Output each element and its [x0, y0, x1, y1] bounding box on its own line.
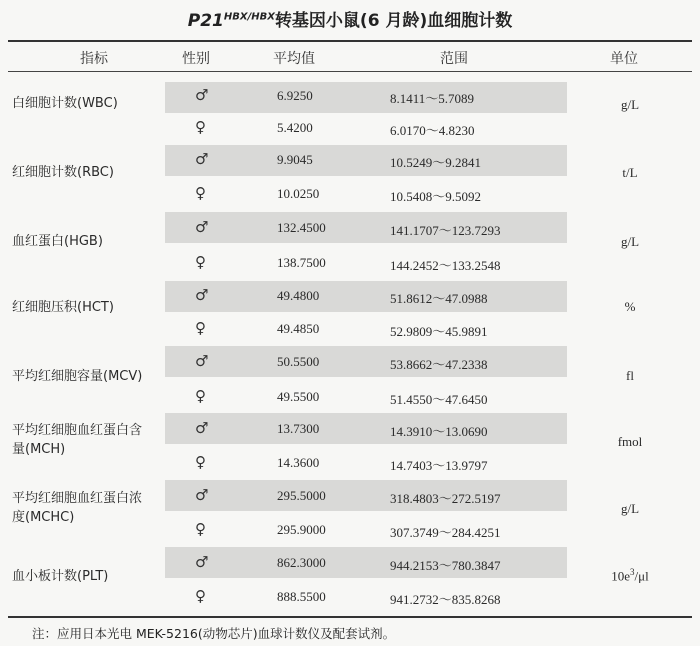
- genotype-superscript: HBX/HBX: [223, 11, 275, 23]
- female-symbol: ♀: [195, 520, 206, 538]
- male-symbol: ♂: [195, 553, 209, 571]
- indicator-label: 血红蛋白(HGB): [12, 234, 103, 249]
- unit-label: [570, 567, 690, 584]
- title-text: 转基因小鼠(6 月龄)血细胞计数: [274, 11, 513, 31]
- female-symbol: ♀: [195, 118, 206, 136]
- unit-label: %: [624, 299, 636, 314]
- row-shade: [165, 480, 567, 511]
- table-footnote: 注：应用日本光电 MEK-5216(动物芯片)血球计数仪及配套试剂。: [32, 626, 396, 641]
- range-value: 14.3910～13.0690: [390, 424, 488, 439]
- mean-value: 9.9045: [277, 152, 313, 167]
- male-symbol: ♂: [195, 218, 209, 236]
- indicator-label: 红细胞计数(RBC): [12, 165, 114, 180]
- female-symbol: ♀: [195, 184, 206, 202]
- range-value: 944.2153～780.3847: [390, 558, 501, 573]
- range-value: 307.3749～284.4251: [390, 525, 501, 540]
- range-value: 8.1411～5.7089: [390, 91, 475, 106]
- row-shade: [165, 82, 567, 113]
- mean-value: 5.4200: [277, 120, 313, 135]
- unit-tail: /μl: [634, 568, 649, 584]
- header-indicator: 指标: [80, 51, 108, 67]
- indicator-label-line1: 平均红细胞血红蛋白浓: [12, 491, 143, 506]
- unit-label: g/L: [620, 97, 640, 112]
- row-shade: [165, 212, 567, 243]
- male-symbol: ♂: [195, 86, 209, 104]
- range-value: 51.4550～47.6450: [390, 392, 488, 407]
- female-symbol: ♀: [195, 319, 206, 337]
- mean-value: 138.7500: [277, 255, 326, 270]
- mean-value: 49.4800: [277, 288, 320, 303]
- table-top-rule: [8, 40, 692, 42]
- header-unit: 单位: [610, 51, 638, 67]
- header-sex: 性别: [182, 51, 210, 67]
- mean-value: 14.3600: [277, 455, 320, 470]
- female-symbol: ♀: [195, 253, 206, 271]
- indicator-label: 平均红细胞容量(MCV): [12, 369, 143, 384]
- unit-label: g/L: [620, 501, 640, 516]
- mean-value: 13.7300: [277, 421, 320, 436]
- unit-base: 10e: [611, 568, 631, 584]
- male-symbol: ♂: [195, 486, 209, 504]
- table-bottom-rule: [8, 616, 692, 618]
- header-range: 范围: [440, 51, 468, 67]
- male-symbol: ♂: [195, 419, 209, 437]
- male-symbol: ♂: [195, 286, 209, 304]
- range-value: 14.7403～13.9797: [390, 458, 488, 473]
- range-value: 6.0170～4.8230: [390, 123, 475, 138]
- unit-label: g/L: [620, 234, 640, 249]
- table-title: [0, 6, 700, 31]
- mean-value: 6.9250: [277, 88, 313, 103]
- mean-value: 132.4500: [277, 220, 326, 235]
- mean-value: 50.5500: [277, 354, 320, 369]
- indicator-label: 红细胞压积(HCT): [12, 300, 114, 315]
- unit-label: t/L: [622, 165, 638, 180]
- row-shade: [165, 413, 567, 444]
- indicator-label: [12, 421, 168, 459]
- range-value: 941.2732～835.8268: [390, 592, 501, 607]
- indicator-label: 白细胞计数(WBC): [12, 96, 118, 111]
- mean-value: 295.5000: [277, 488, 326, 503]
- gene-name: P21: [187, 11, 224, 31]
- row-shade: [165, 346, 567, 377]
- mean-value: 862.3000: [277, 555, 326, 570]
- indicator-label-line1: 平均红细胞血红蛋白含: [12, 423, 143, 438]
- row-shade: [165, 281, 567, 312]
- female-symbol: ♀: [195, 387, 206, 405]
- indicator-label-line2: 量(MCH): [12, 442, 66, 457]
- range-value: 144.2452～133.2548: [390, 258, 501, 273]
- female-symbol: ♀: [195, 453, 206, 471]
- mean-value: 10.0250: [277, 186, 320, 201]
- male-symbol: ♂: [195, 150, 209, 168]
- range-value: 141.1707～123.7293: [390, 223, 501, 238]
- indicator-label-line2: 度(MCHC): [12, 510, 75, 525]
- male-symbol: ♂: [195, 352, 209, 370]
- row-shade: [165, 547, 567, 578]
- unit-label: fmol: [617, 434, 643, 449]
- range-value: 10.5249～9.2841: [390, 155, 482, 170]
- range-value: 10.5408～9.5092: [390, 189, 482, 204]
- unit-label: fl: [626, 368, 634, 383]
- row-shade: [165, 145, 567, 176]
- table-header-rule: [8, 71, 692, 72]
- indicator-label: [12, 489, 168, 527]
- mean-value: 49.4850: [277, 321, 320, 336]
- female-symbol: ♀: [195, 587, 206, 605]
- range-value: 51.8612～47.0988: [390, 291, 488, 306]
- header-mean: 平均值: [273, 51, 315, 67]
- range-value: 52.9809～45.9891: [390, 324, 488, 339]
- range-value: 318.4803～272.5197: [390, 491, 501, 506]
- mean-value: 888.5500: [277, 589, 326, 604]
- range-value: 53.8662～47.2338: [390, 357, 488, 372]
- unit-exponent: 3: [630, 567, 635, 577]
- mean-value: 49.5500: [277, 389, 320, 404]
- indicator-label: 血小板计数(PLT): [12, 569, 109, 584]
- mean-value: 295.9000: [277, 522, 326, 537]
